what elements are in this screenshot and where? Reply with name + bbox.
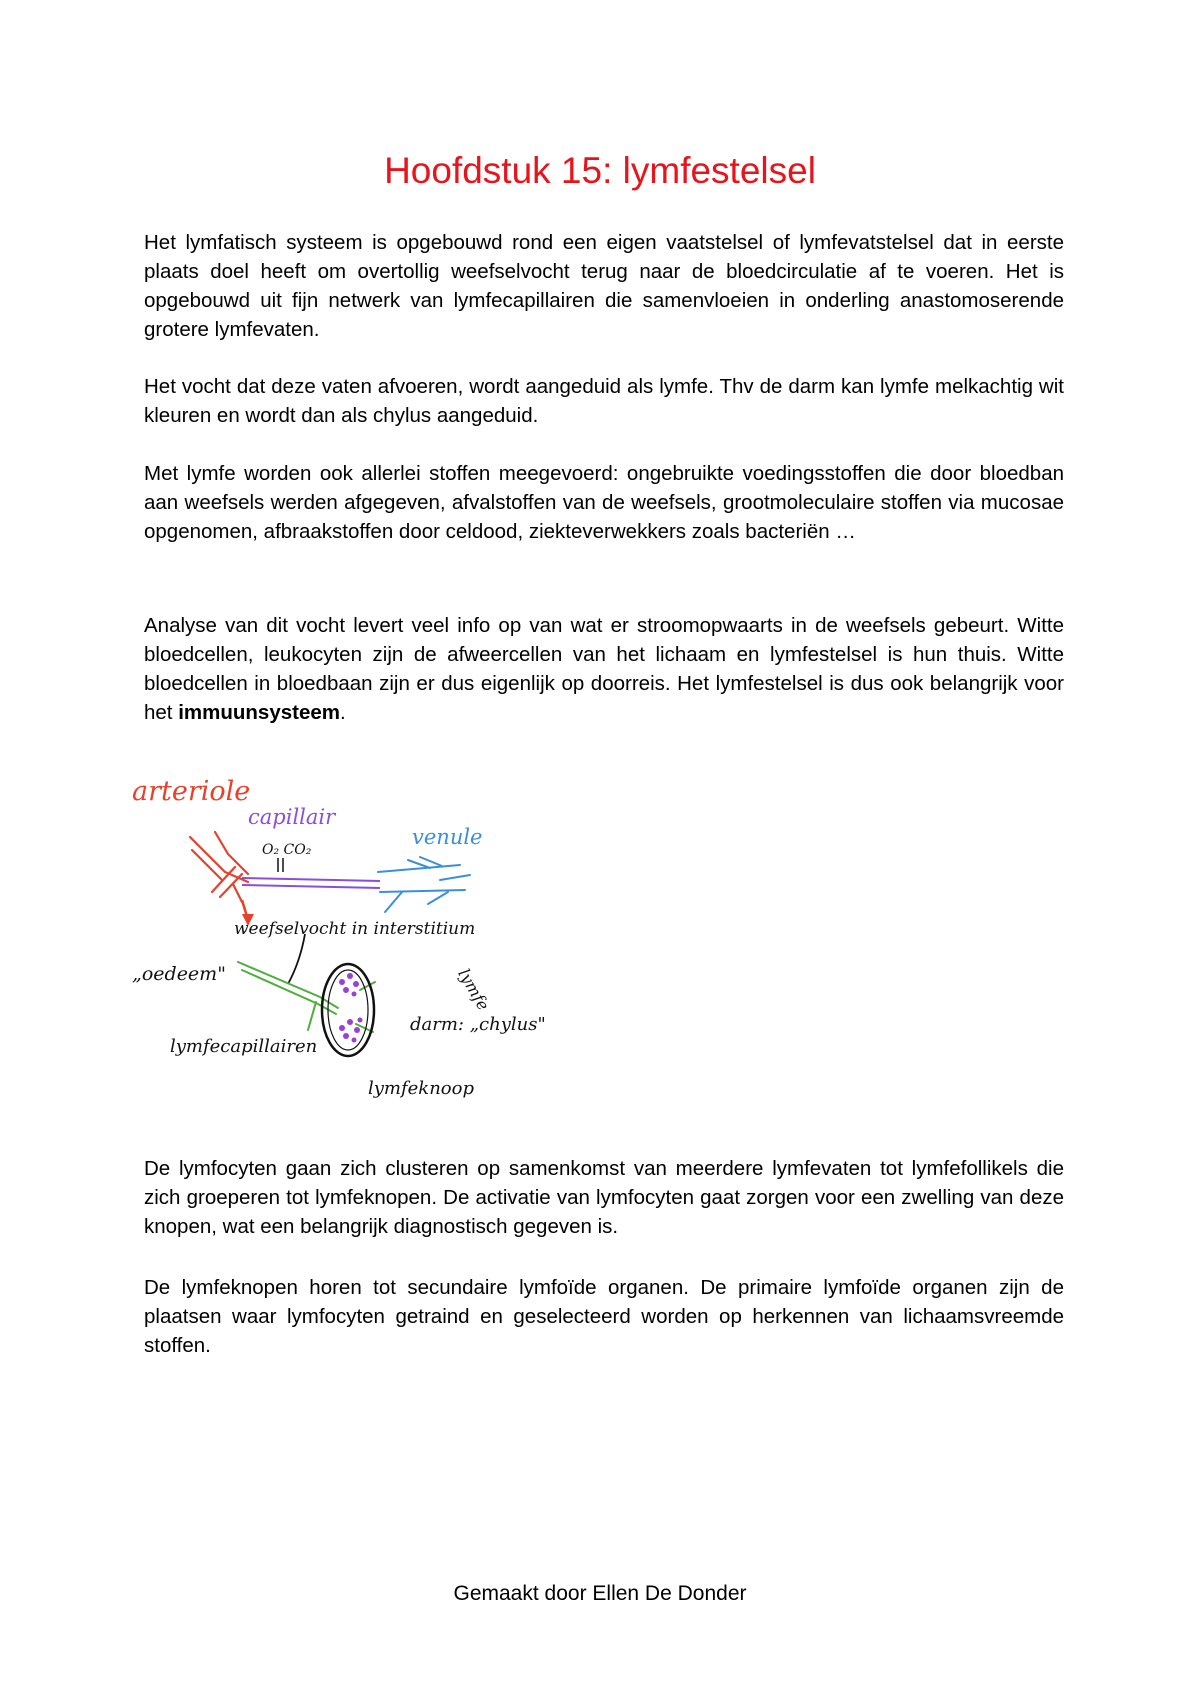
- paragraph-intro: Het lymfatisch systeem is opgebouwd rond een eigen vaatstelsel of lymfevatstelsel dat in eerste plaats doel heeft om overtollig weefselvocht terug naar de bloedcirculatie af te voeren. Het is opgebouwd uit fijn netwerk van lymfecapillairen die samenvloeien in onderling anastomoserende grotere lymfevaten.: [144, 231, 1064, 341]
- capillary-vessel: [242, 878, 380, 888]
- label-lymfecapillairen: lymfecapillairen: [170, 1036, 318, 1057]
- page-title: Hoofdstuk 15: lymfestelsel: [384, 150, 816, 191]
- label-lymfeknoop: lymfeknoop: [368, 1078, 475, 1099]
- paragraph-analyse: [144, 611, 1064, 727]
- lymph-system-sketch: [130, 762, 550, 1122]
- paragraph-lymfocyten: De lymfocyten gaan zich clusteren op samenkomst van meerdere lymfevaten tot lymfefollikels die zich groeperen tot lymfeknopen. De activatie van lymfocyten gaat zorgen voor een zwelling van deze knopen, wat een belangrijk diagnostisch gegeven is.: [144, 1157, 1064, 1238]
- label-oedeem: „oedeem": [132, 963, 226, 985]
- arteriole-vessel: [190, 832, 248, 902]
- label-lymfe: lymfe: [454, 965, 494, 1014]
- venule-vessel: [378, 857, 470, 912]
- analysis-text: Analyse van dit vocht levert veel info op van wat er stroomopwaarts in de weefsels gebeurt. Witte bloedcellen, leukocyten zijn de afweercellen van het lichaam en lymfestelsel is hun thuis. Witte bloedcellen in bloedbaan zijn er dus eigenlijk op doorreis. Het lymfestelsel is dus ook belangrijk voor het: [144, 614, 1064, 724]
- label-capillair: capillair: [248, 805, 336, 829]
- label-darm-chylus: darm: „chylus": [410, 1014, 546, 1035]
- paragraph-lymfe: Het vocht dat deze vaten afvoeren, wordt aangeduid als lymfe. Thv de darm kan lymfe melkachtig wit kleuren en wordt dan als chylus aangeduid.: [144, 375, 1064, 427]
- paragraph-stoffen: Met lymfe worden ook allerlei stoffen meegevoerd: ongebruikte voedingsstoffen die door bloedban aan weefsels werden afgegeven, afvalstoffen van de weefsels, grootmoleculaire stoffen via mucosae opgenomen, afbraakstoffen door celdood, ziekteverwekkers zoals bacteriën …: [144, 462, 1064, 543]
- footer-author: Gemaakt door Ellen De Donder: [453, 1582, 747, 1605]
- label-venule: venule: [412, 825, 483, 849]
- pointer-line: [288, 934, 305, 984]
- label-gases: O₂ CO₂: [262, 842, 312, 858]
- paragraph-organen: De lymfeknopen horen tot secundaire lymfoïde organen. De primaire lymfoïde organen zijn de plaatsen waar lymfocyten getraind en geselecteerd worden op herkennen van lichaamsvreemde stoffen.: [144, 1276, 1064, 1357]
- label-weefselvocht: weefselvocht in interstitium: [234, 919, 476, 939]
- analysis-end: .: [339, 701, 346, 724]
- label-arteriole: arteriole: [132, 776, 251, 807]
- analysis-bold-term: immuunsysteem: [178, 701, 340, 724]
- exchange-arrows: [278, 858, 283, 872]
